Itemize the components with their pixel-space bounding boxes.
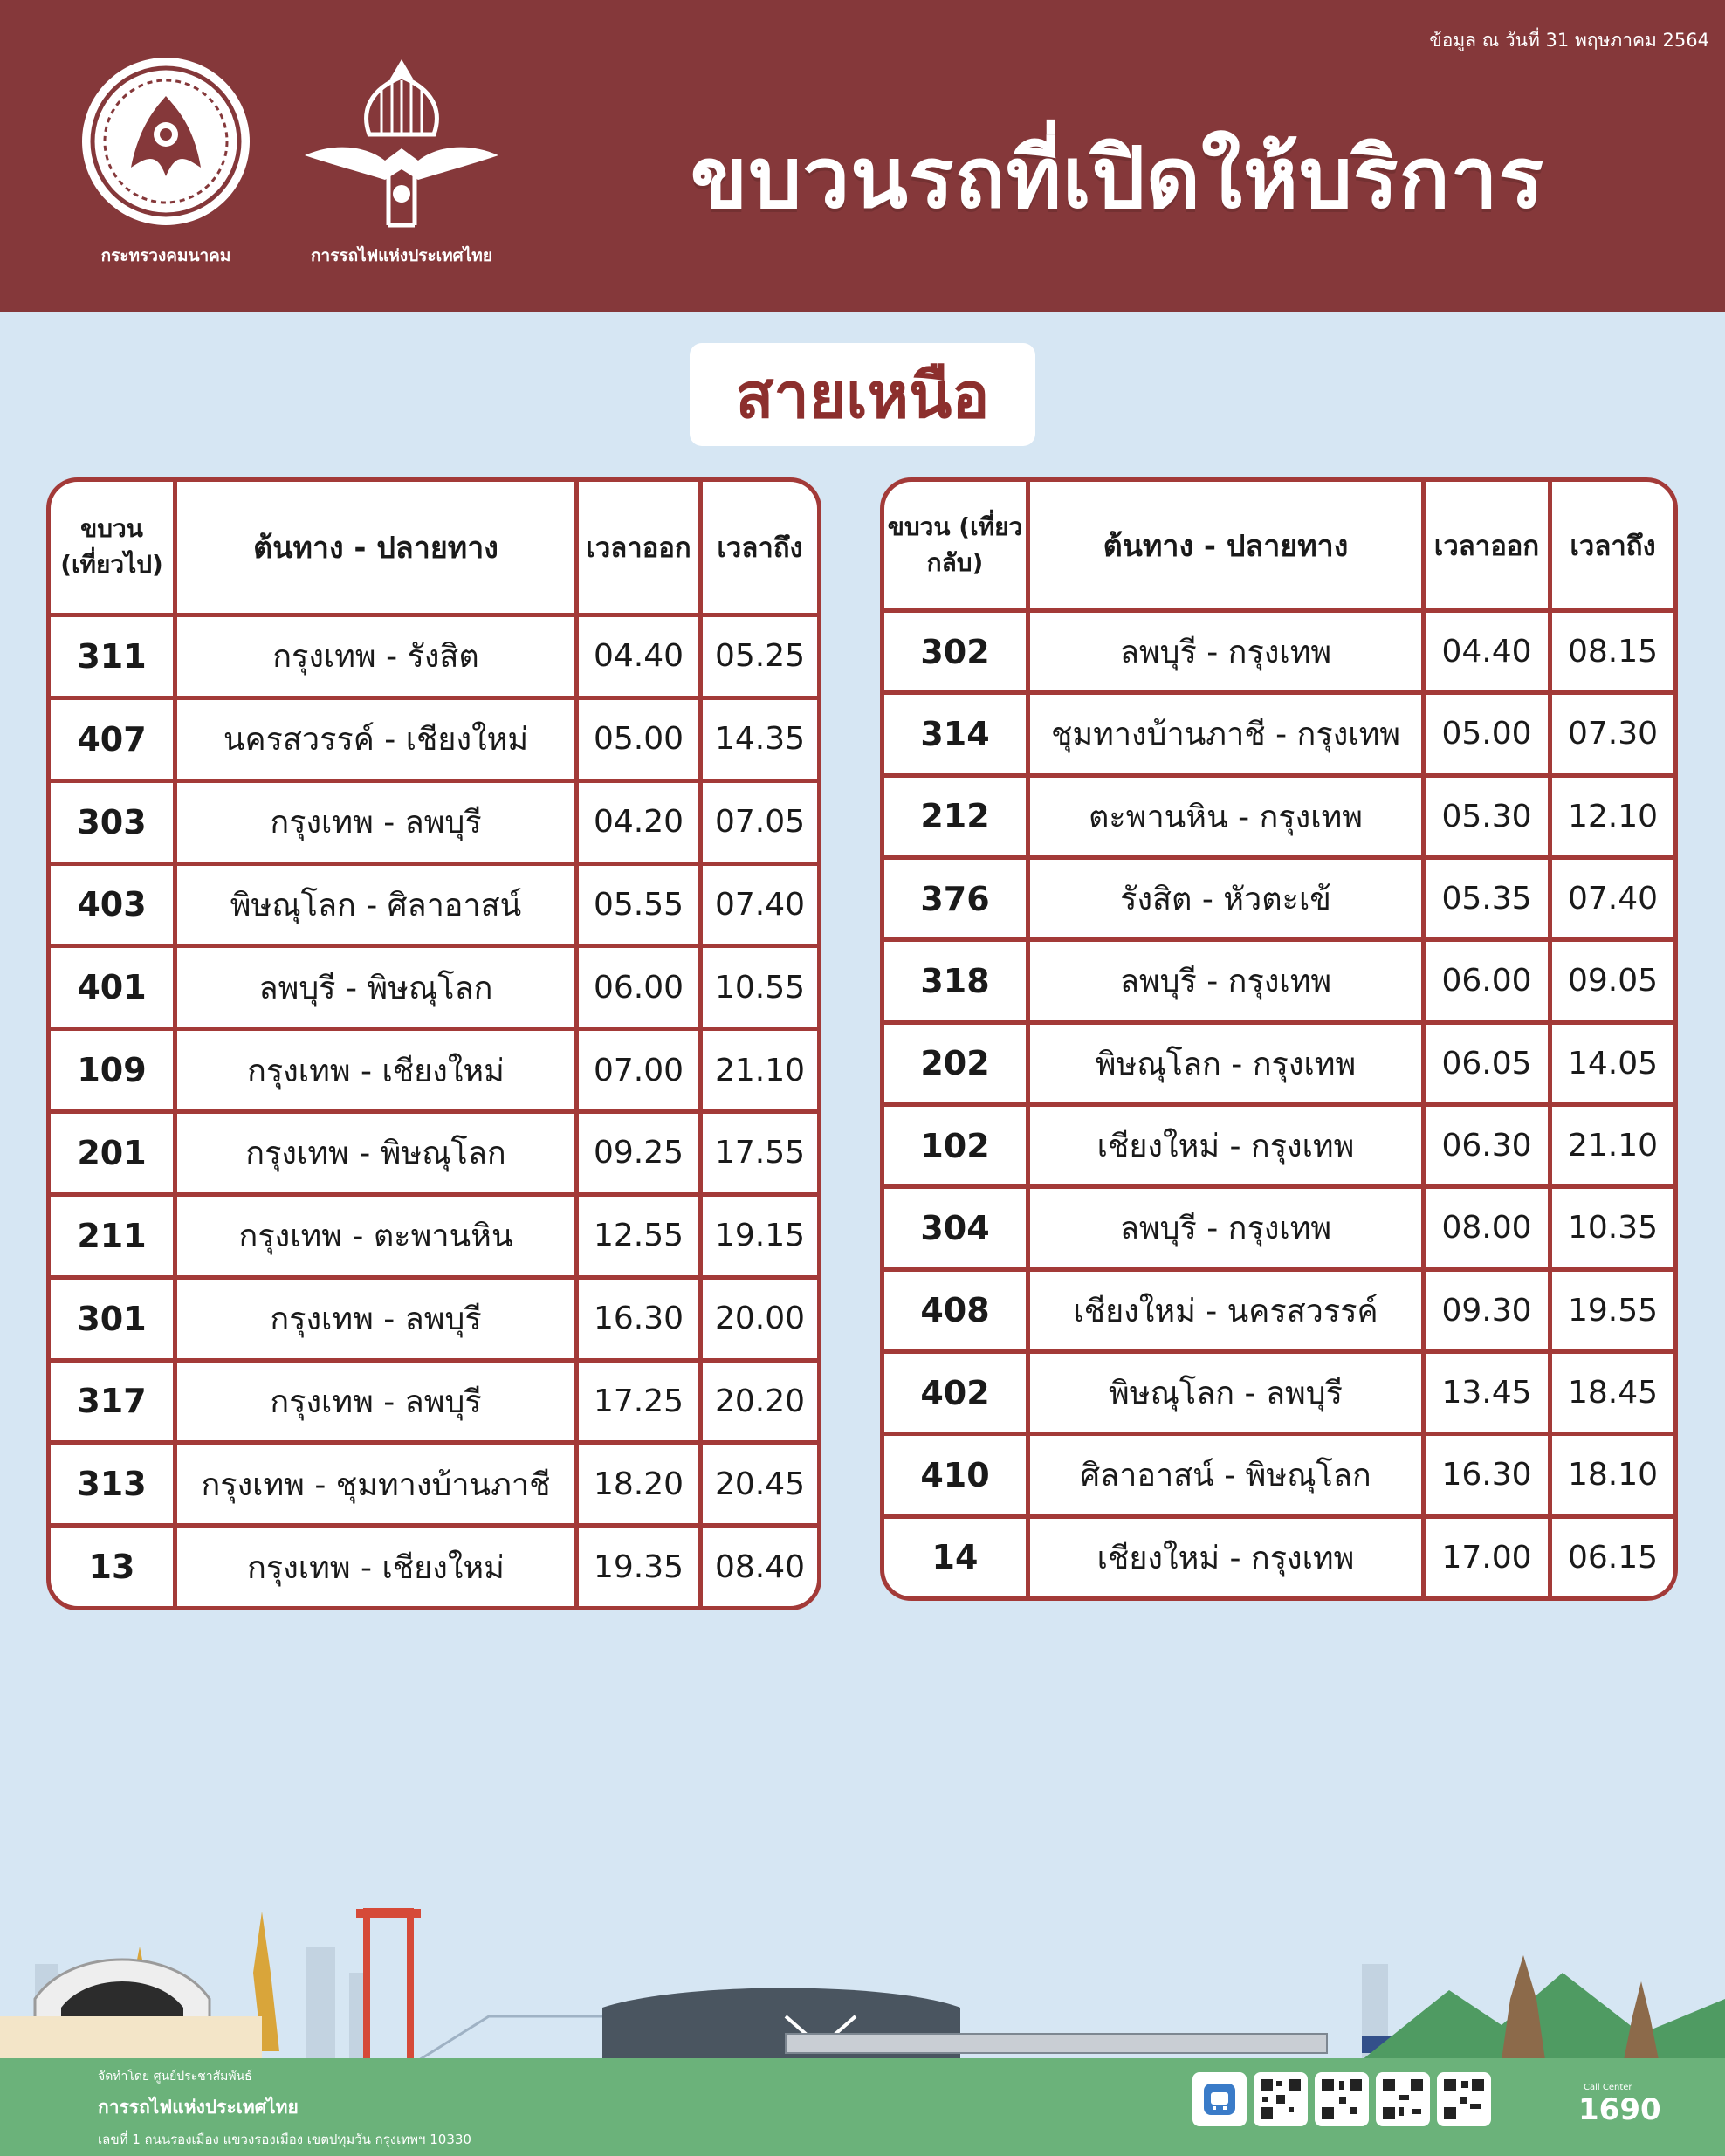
arrive-time: 18.10 — [1552, 1436, 1673, 1514]
arrive-time: 21.10 — [1552, 1107, 1673, 1184]
arrive-time: 20.20 — [703, 1363, 817, 1441]
header-depart: เวลาออก — [579, 482, 698, 613]
train-number: 318 — [884, 942, 1026, 1020]
arrive-time: 17.55 — [703, 1114, 817, 1192]
depart-time: 06.00 — [579, 948, 698, 1027]
train-number: 14 — [884, 1519, 1026, 1596]
footer-bar — [0, 2058, 1725, 2156]
arrive-time: 14.05 — [1552, 1025, 1673, 1102]
train-number: 410 — [884, 1436, 1026, 1514]
train-number: 201 — [51, 1114, 173, 1192]
route: ลพบุรี - กรุงเทพ — [1030, 613, 1421, 690]
route: กรุงเทพ - ลพบุรี — [177, 783, 574, 862]
arrive-time: 19.15 — [703, 1197, 817, 1275]
train-number: 407 — [51, 700, 173, 779]
route: ลพบุรี - พิษณุโลก — [177, 948, 574, 1027]
ministry-caption: กระทรวงคมนาคม — [100, 246, 231, 265]
depart-time: 06.00 — [1426, 942, 1548, 1020]
header-arrive: เวลาถึง — [703, 482, 817, 613]
qr-train-tracking[interactable] — [1254, 2072, 1308, 2126]
train-tracking-qr-icon — [1259, 2077, 1302, 2121]
route: พิษณุโลก - กรุงเทพ — [1030, 1025, 1421, 1102]
depart-time: 13.45 — [1426, 1354, 1548, 1432]
train-number: 202 — [884, 1025, 1026, 1102]
arrive-time: 07.40 — [1552, 860, 1673, 937]
route: พิษณุโลก - ศิลาอาสน์ — [177, 866, 574, 944]
route: เชียงใหม่ - กรุงเทพ — [1030, 1519, 1421, 1596]
route: กรุงเทพ - ลพบุรี — [177, 1280, 574, 1358]
route: กรุงเทพ - ลพบุรี — [177, 1363, 574, 1441]
arrive-time: 18.45 — [1552, 1354, 1673, 1432]
depart-time: 16.30 — [579, 1280, 698, 1358]
train-number: 313 — [51, 1445, 173, 1523]
giant-swing-icon — [367, 1912, 410, 2060]
section-label: สายเหนือ — [690, 343, 1035, 446]
train-number: 376 — [884, 860, 1026, 937]
arrive-time: 10.35 — [1552, 1189, 1673, 1267]
depart-time: 06.30 — [1426, 1107, 1548, 1184]
route: ลพบุรี - กรุงเทพ — [1030, 1189, 1421, 1267]
train-number: 302 — [884, 613, 1026, 690]
route: ลพบุรี - กรุงเทพ — [1030, 942, 1421, 1020]
header-train: ขบวน (เที่ยวไป) — [51, 482, 173, 613]
footer-producer: จัดทำโดย ศูนย์ประชาสัมพันธ์ — [98, 2070, 252, 2084]
city-skyline-illustration — [0, 1885, 1725, 2060]
route: พิษณุโลก - ลพบุรี — [1030, 1354, 1421, 1432]
call-center[interactable] — [1578, 2083, 1661, 2127]
depart-time: 04.40 — [1426, 613, 1548, 690]
qr-website[interactable] — [1437, 2072, 1491, 2126]
train-number: 314 — [884, 695, 1026, 772]
depart-time: 17.25 — [579, 1363, 698, 1441]
route: รังสิต - หัวตะเข้ — [1030, 860, 1421, 937]
route: นครสวรรค์ - เชียงใหม่ — [177, 700, 574, 779]
train-number: 212 — [884, 778, 1026, 855]
route: เชียงใหม่ - นครสวรรค์ — [1030, 1272, 1421, 1349]
depart-time: 07.00 — [579, 1031, 698, 1109]
depart-time: 18.20 — [579, 1445, 698, 1523]
arrive-time: 08.40 — [703, 1528, 817, 1606]
ministry-seal-icon — [79, 54, 253, 229]
depart-time: 04.40 — [579, 617, 698, 696]
route: ชุมทางบ้านภาชี - กรุงเทพ — [1030, 695, 1421, 772]
route: ตะพานหิน - กรุงเทพ — [1030, 778, 1421, 855]
train-number: 304 — [884, 1189, 1026, 1267]
inbound-timetable — [880, 477, 1678, 1601]
page-title: ขบวนรถที่เปิดให้บริการ — [690, 129, 1545, 227]
depart-time: 05.55 — [579, 866, 698, 944]
route: กรุงเทพ - พิษณุโลก — [177, 1114, 574, 1192]
train-number: 303 — [51, 783, 173, 862]
header-route: ต้นทาง - ปลายทาง — [177, 482, 574, 613]
arrive-time: 20.00 — [703, 1280, 817, 1358]
srt-app-icon — [1200, 2080, 1239, 2118]
website-qr-icon — [1442, 2077, 1486, 2121]
call-center-label: Call Center — [1584, 2083, 1632, 2092]
arrive-time: 21.10 — [703, 1031, 817, 1109]
qr-code-group — [1192, 2072, 1491, 2126]
arrive-time: 08.15 — [1552, 613, 1673, 690]
route: กรุงเทพ - รังสิต — [177, 617, 574, 696]
qr-facebook[interactable] — [1315, 2072, 1369, 2126]
train-icon — [786, 2034, 1327, 2053]
header-route: ต้นทาง - ปลายทาง — [1030, 482, 1421, 608]
srt-caption: การรถไฟแห่งประเทศไทย — [311, 246, 492, 265]
qr-srt-app[interactable] — [1192, 2072, 1247, 2126]
depart-time: 05.35 — [1426, 860, 1548, 937]
depart-time: 09.25 — [579, 1114, 698, 1192]
depart-time: 05.30 — [1426, 778, 1548, 855]
arrive-time: 20.45 — [703, 1445, 817, 1523]
train-number: 211 — [51, 1197, 173, 1275]
arrive-time: 06.15 — [1552, 1519, 1673, 1596]
train-number: 109 — [51, 1031, 173, 1109]
arrive-time: 05.25 — [703, 617, 817, 696]
arrive-time: 07.40 — [703, 866, 817, 944]
train-number: 311 — [51, 617, 173, 696]
footer-address: เลขที่ 1 ถนนรองเมือง แขวงรองเมือง เขตปทุมวัน กรุงเทพฯ 10330 — [98, 2132, 471, 2147]
srt-emblem-icon — [301, 54, 502, 229]
route: กรุงเทพ - เชียงใหม่ — [177, 1031, 574, 1109]
depart-time: 06.05 — [1426, 1025, 1548, 1102]
train-number: 401 — [51, 948, 173, 1027]
depart-time: 08.00 — [1426, 1189, 1548, 1267]
train-number: 102 — [884, 1107, 1026, 1184]
depart-time: 17.00 — [1426, 1519, 1548, 1596]
depart-time: 16.30 — [1426, 1436, 1548, 1514]
arrive-time: 07.30 — [1552, 695, 1673, 772]
arrive-time: 14.35 — [703, 700, 817, 779]
train-number: 13 — [51, 1528, 173, 1606]
arrive-time: 19.55 — [1552, 1272, 1673, 1349]
arrive-time: 10.55 — [703, 948, 817, 1027]
depart-time: 19.35 — [579, 1528, 698, 1606]
route: ศิลาอาสน์ - พิษณุโลก — [1030, 1436, 1421, 1514]
depart-time: 09.30 — [1426, 1272, 1548, 1349]
header-banner — [0, 0, 1725, 312]
arrive-time: 09.05 — [1552, 942, 1673, 1020]
arrive-time: 12.10 — [1552, 778, 1673, 855]
header-arrive: เวลาถึง — [1552, 482, 1673, 608]
youtube-qr-icon — [1381, 2077, 1425, 2121]
data-date-note: ข้อมูล ณ วันที่ 31 พฤษภาคม 2564 — [1429, 30, 1709, 51]
facebook-qr-icon — [1320, 2077, 1364, 2121]
route: กรุงเทพ - เชียงใหม่ — [177, 1528, 574, 1606]
route: กรุงเทพ - ตะพานหิน — [177, 1197, 574, 1275]
arrive-time: 07.05 — [703, 783, 817, 862]
header-depart: เวลาออก — [1426, 482, 1548, 608]
train-number: 301 — [51, 1280, 173, 1358]
depart-time: 05.00 — [1426, 695, 1548, 772]
qr-youtube[interactable] — [1376, 2072, 1430, 2126]
header-train: ขบวน (เที่ยวกลับ) — [884, 482, 1026, 608]
call-center-number: 1690 — [1578, 2092, 1661, 2127]
train-number: 403 — [51, 866, 173, 944]
srt-logo — [288, 54, 515, 269]
depart-time: 05.00 — [579, 700, 698, 779]
depart-time: 04.20 — [579, 783, 698, 862]
train-number: 317 — [51, 1363, 173, 1441]
depart-time: 12.55 — [579, 1197, 698, 1275]
train-number: 402 — [884, 1354, 1026, 1432]
route: เชียงใหม่ - กรุงเทพ — [1030, 1107, 1421, 1184]
footer-org-info — [98, 2067, 471, 2150]
footer-org-name: การรถไฟแห่งประเทศไทย — [98, 2097, 299, 2118]
ministry-logo — [52, 54, 279, 269]
outbound-timetable — [46, 477, 821, 1610]
route: กรุงเทพ - ชุมทางบ้านภาชี — [177, 1445, 574, 1523]
train-number: 408 — [884, 1272, 1026, 1349]
